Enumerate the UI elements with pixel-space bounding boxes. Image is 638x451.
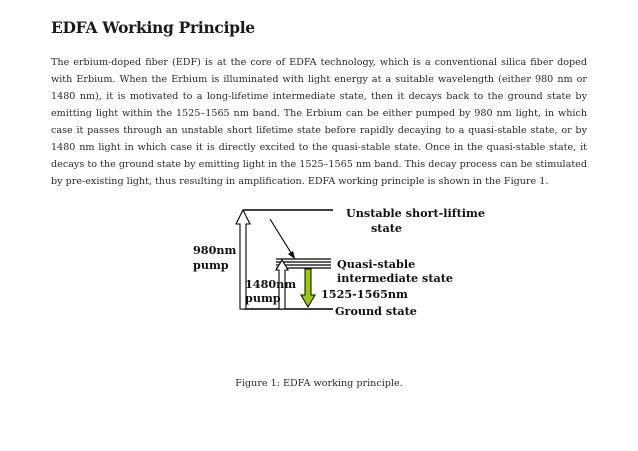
pump-980-label-line2: pump — [193, 258, 229, 272]
energy-level-diagram — [185, 197, 485, 327]
page-title: EDFA Working Principle — [51, 18, 255, 37]
decay-arrow-line — [270, 219, 293, 256]
figure-caption: Figure 1: EDFA working principle. — [235, 378, 403, 389]
body-paragraph: The erbium-doped fiber (EDF) is at the core of EDFA technology, which is a conventional silica fiber doped with Erbium. When the Erbium is illuminated with light energy at a suitable wavelength (either 980 nm or 1480 nm), it is motivated to a long-lifetime intermediate state, then it decays back to the ground state by emitting light within the 1525–1565 nm band. The Erbium can be either pumped by 980 nm light, in which case it passes through an unstable short lifetime state before rapidly decaying to a quasi-stable state, or by 1480 nm light in which case it is directly excited to the quasi-stable state. Once in the quasi-stable state, it decays to the ground state by emitting light in the 1525–1565 nm band. This decay process can be stimulated by pre-existing light, thus resulting in amplification. EDFA working principle is shown in the Figure 1. — [51, 57, 587, 187]
quasi-stable-label-line2: intermediate state — [337, 271, 454, 285]
unstable-state-label-line1: Unstable short-liftime — [346, 206, 485, 220]
pump-1480-label-line2: pump — [245, 291, 281, 305]
emission-band-label: 1525-1565nm — [321, 287, 408, 301]
pump-980-label-line1: 980nm — [193, 243, 237, 257]
decay-arrow-head — [288, 251, 295, 259]
unstable-state-label-line2: state — [371, 221, 403, 235]
ground-state-label: Ground state — [335, 304, 417, 318]
emission-arrow — [301, 269, 315, 307]
quasi-stable-label-line1: Quasi-stable — [337, 257, 416, 271]
pump-1480-label-line1: 1480nm — [245, 277, 297, 291]
